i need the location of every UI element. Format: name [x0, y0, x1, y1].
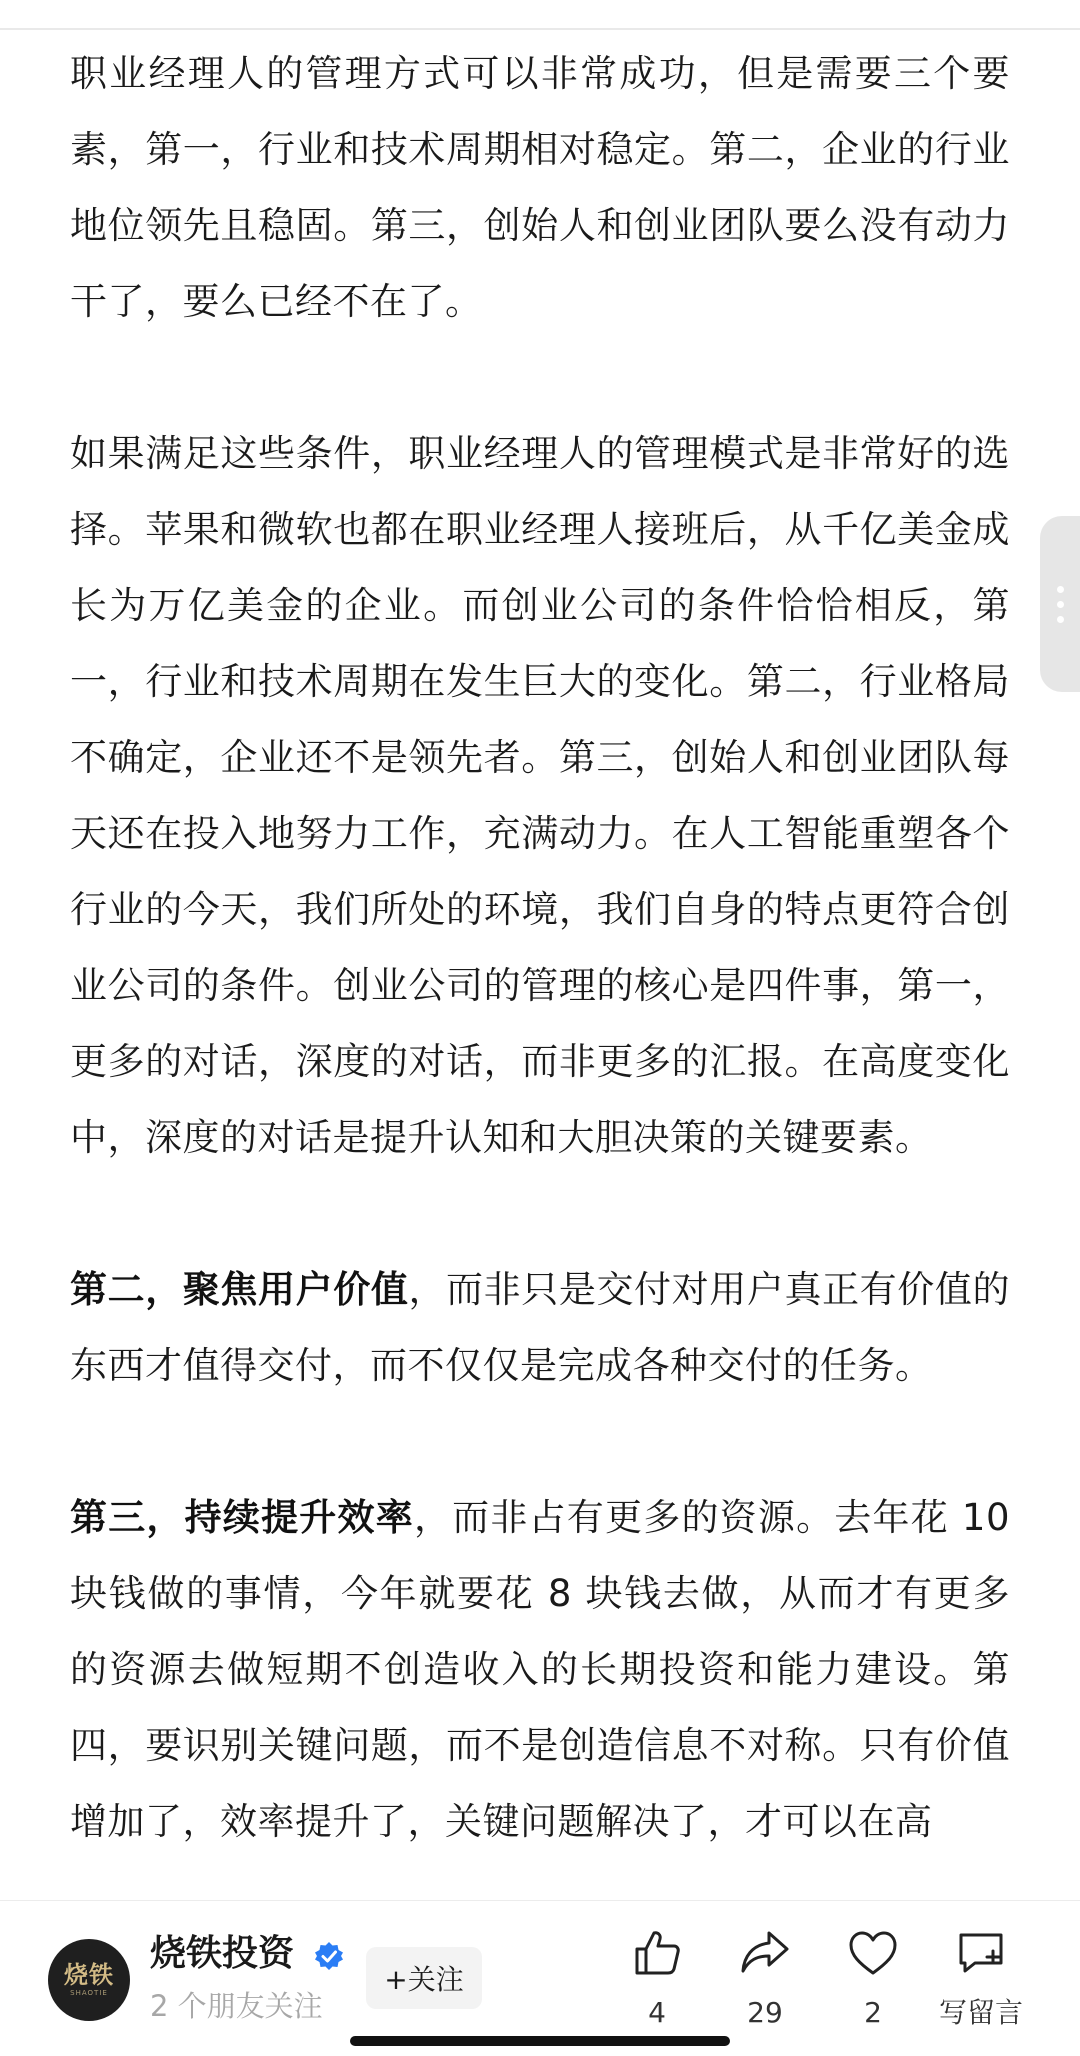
follow-button[interactable]: +关注: [366, 1947, 482, 2009]
paragraph-3-text: ，而非只是交付对用户真正有价值的东西才值得交付，而不仅仅是完成各种交付的任务。: [70, 1268, 1010, 1387]
like-count: 4: [648, 1996, 666, 2029]
author-name[interactable]: 烧铁投资: [150, 1933, 295, 1974]
article-body: [70, 36, 1010, 1936]
share-arrow-icon: [737, 1925, 793, 1981]
article-paragraph-1: [70, 36, 1010, 340]
article-paragraph-3: [70, 1252, 1010, 1404]
author-avatar[interactable]: [48, 1939, 130, 2021]
more-dot-icon: [1057, 616, 1064, 623]
thumbs-up-icon: [629, 1925, 685, 1981]
bottom-action-bar: [0, 1900, 1080, 2056]
friends-following-text: 2 个朋友关注: [150, 1989, 323, 2023]
paragraph-3-bold: 第二，聚焦用户价值: [70, 1268, 409, 1311]
avatar-logo-subtext: SHAOTIE: [70, 1989, 108, 1997]
paragraph-4-bold: 第三，持续提升效率: [70, 1496, 414, 1539]
comment-label: 写留言: [938, 1996, 1023, 2029]
share-action[interactable]: [710, 1925, 820, 2045]
paragraph-1-text: 职业经理人的管理方式可以非常成功，但是需要三个要素，第一，行业和技术周期相对稳定。第二，企业的行业地位领先且稳固。第三，创始人和创业团队要么没有动力干了，要么已经不在了。: [70, 52, 1010, 323]
side-menu-handle[interactable]: [1040, 516, 1080, 692]
article-paragraph-4: [70, 1480, 1010, 1860]
like-action[interactable]: [602, 1925, 712, 2045]
comment-action[interactable]: [926, 1925, 1036, 2045]
verified-badge-icon: [314, 1941, 344, 1971]
more-dot-icon: [1057, 586, 1064, 593]
favorite-count: 2: [864, 1996, 882, 2029]
share-count: 29: [747, 1996, 783, 2029]
comment-add-icon: [953, 1925, 1009, 1981]
top-divider: [0, 28, 1080, 30]
paragraph-2-text: 如果满足这些条件，职业经理人的管理模式是非常好的选择。苹果和微软也都在职业经理人接班后，从千亿美金成长为万亿美金的企业。而创业公司的条件恰恰相反，第一，行业和技术周期在发生巨大的变化。第二，行业格局不确定，企业还不是领先者。第三，创始人和创业团队每天还在投入地努力工作，充满动力。在人工智能重塑各个行业的今天，我们所处的环境，我们自身的特点更符合创业公司的条件。创业公司的管理的核心是四件事，第一，更多的对话，深度的对话，而非更多的汇报。在高度变化中，深度的对话是提升认知和大胆决策的关键要素。: [70, 432, 1010, 1159]
avatar-logo-text: 烧铁: [64, 1961, 114, 1989]
favorite-action[interactable]: [818, 1925, 928, 2045]
paragraph-4-text: ，而非占有更多的资源。去年花 10 块钱做的事情，今年就要花 8 块钱去做，从而才有更多的资源去做短期不创造收入的长期投资和能力建设。第四，要识别关键问题，而不是创造信息不对称。只有价值增加了，效率提升了，关键问题解决了，才可以在高: [70, 1496, 1011, 1843]
more-dot-icon: [1057, 601, 1064, 608]
article-paragraph-2: [70, 416, 1010, 1176]
heart-icon: [845, 1925, 901, 1981]
home-indicator: [350, 2036, 730, 2046]
